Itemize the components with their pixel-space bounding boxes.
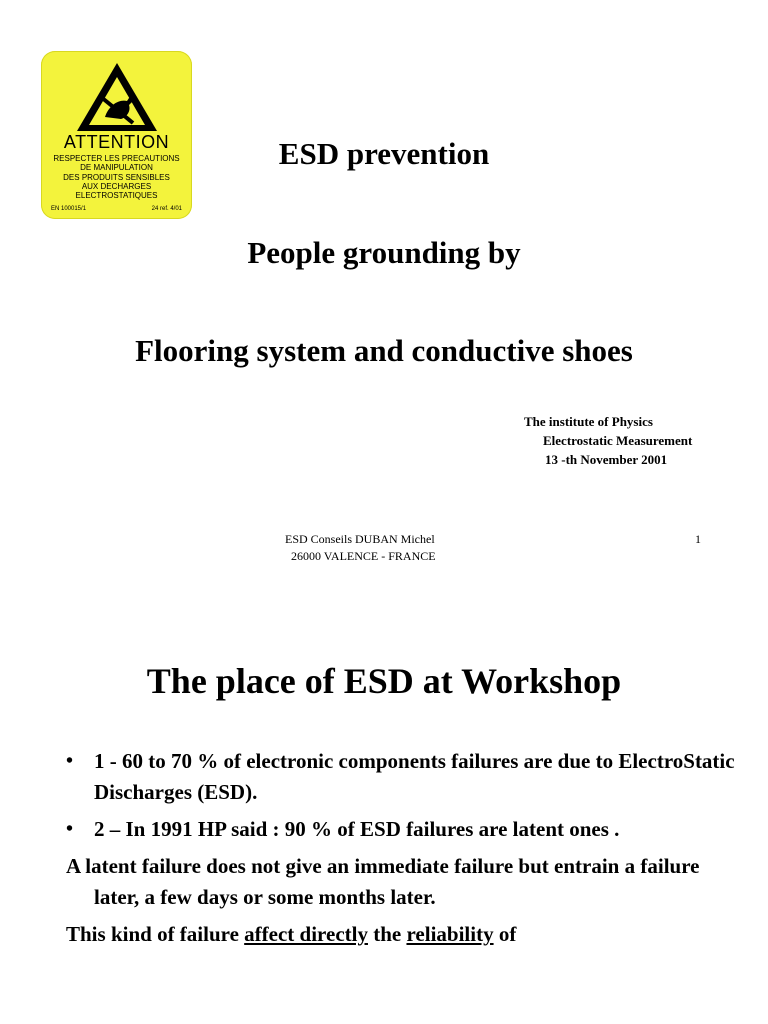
bullet-item: • 2 – In 1991 HP said : 90 % of ESD failures are latent ones . — [66, 814, 746, 845]
event-date: 13 -th November 2001 — [545, 452, 668, 467]
underlined-text: affect directly — [244, 922, 368, 946]
bullet-icon: • — [66, 750, 74, 772]
institute-name: The institute of Physics — [524, 414, 653, 429]
paragraph-latent-failure: A latent failure does not give an immediate failure but entrain a failure later, a few days or some months later. — [66, 854, 700, 909]
esd-warning-triangle-icon — [75, 61, 159, 133]
esd-attention-logo — [41, 51, 192, 219]
author-line: ESD Conseils DUBAN Michel — [285, 532, 435, 546]
logo-heading: ATTENTION — [63, 132, 170, 152]
slide-subtitle-2: Flooring system and conductive shoes — [135, 333, 633, 368]
underlined-text: reliability — [406, 922, 494, 946]
slide-2-title: The place of ESD at Workshop — [146, 661, 622, 701]
page-number: 1 — [695, 532, 701, 546]
bullet-icon: • — [66, 818, 74, 840]
slide-2 — [0, 610, 768, 1024]
bullet-item: • 1 - 60 to 70 % of electronic components failures are due to ElectroStatic Discharges (ESD). — [66, 746, 746, 808]
paragraph-reliability: This kind of failure affect directly the reliability of — [66, 922, 517, 946]
logo-footer: EN 100015/1 24 ref. 4/01 — [51, 206, 182, 212]
slide-2-body — [66, 746, 746, 956]
slide-subtitle-1: People grounding by — [247, 235, 521, 270]
logo-text: RESPECTER LES PRECAUTIONS DE MANIPULATION DES PRODUITS SENSIBLES AUX DECHARGES ELECTROSTATIQUES — [53, 154, 180, 201]
address-line: 26000 VALENCE - FRANCE — [291, 549, 436, 563]
event-name: Electrostatic Measurement — [543, 433, 693, 448]
slide-title: ESD prevention — [278, 136, 490, 171]
